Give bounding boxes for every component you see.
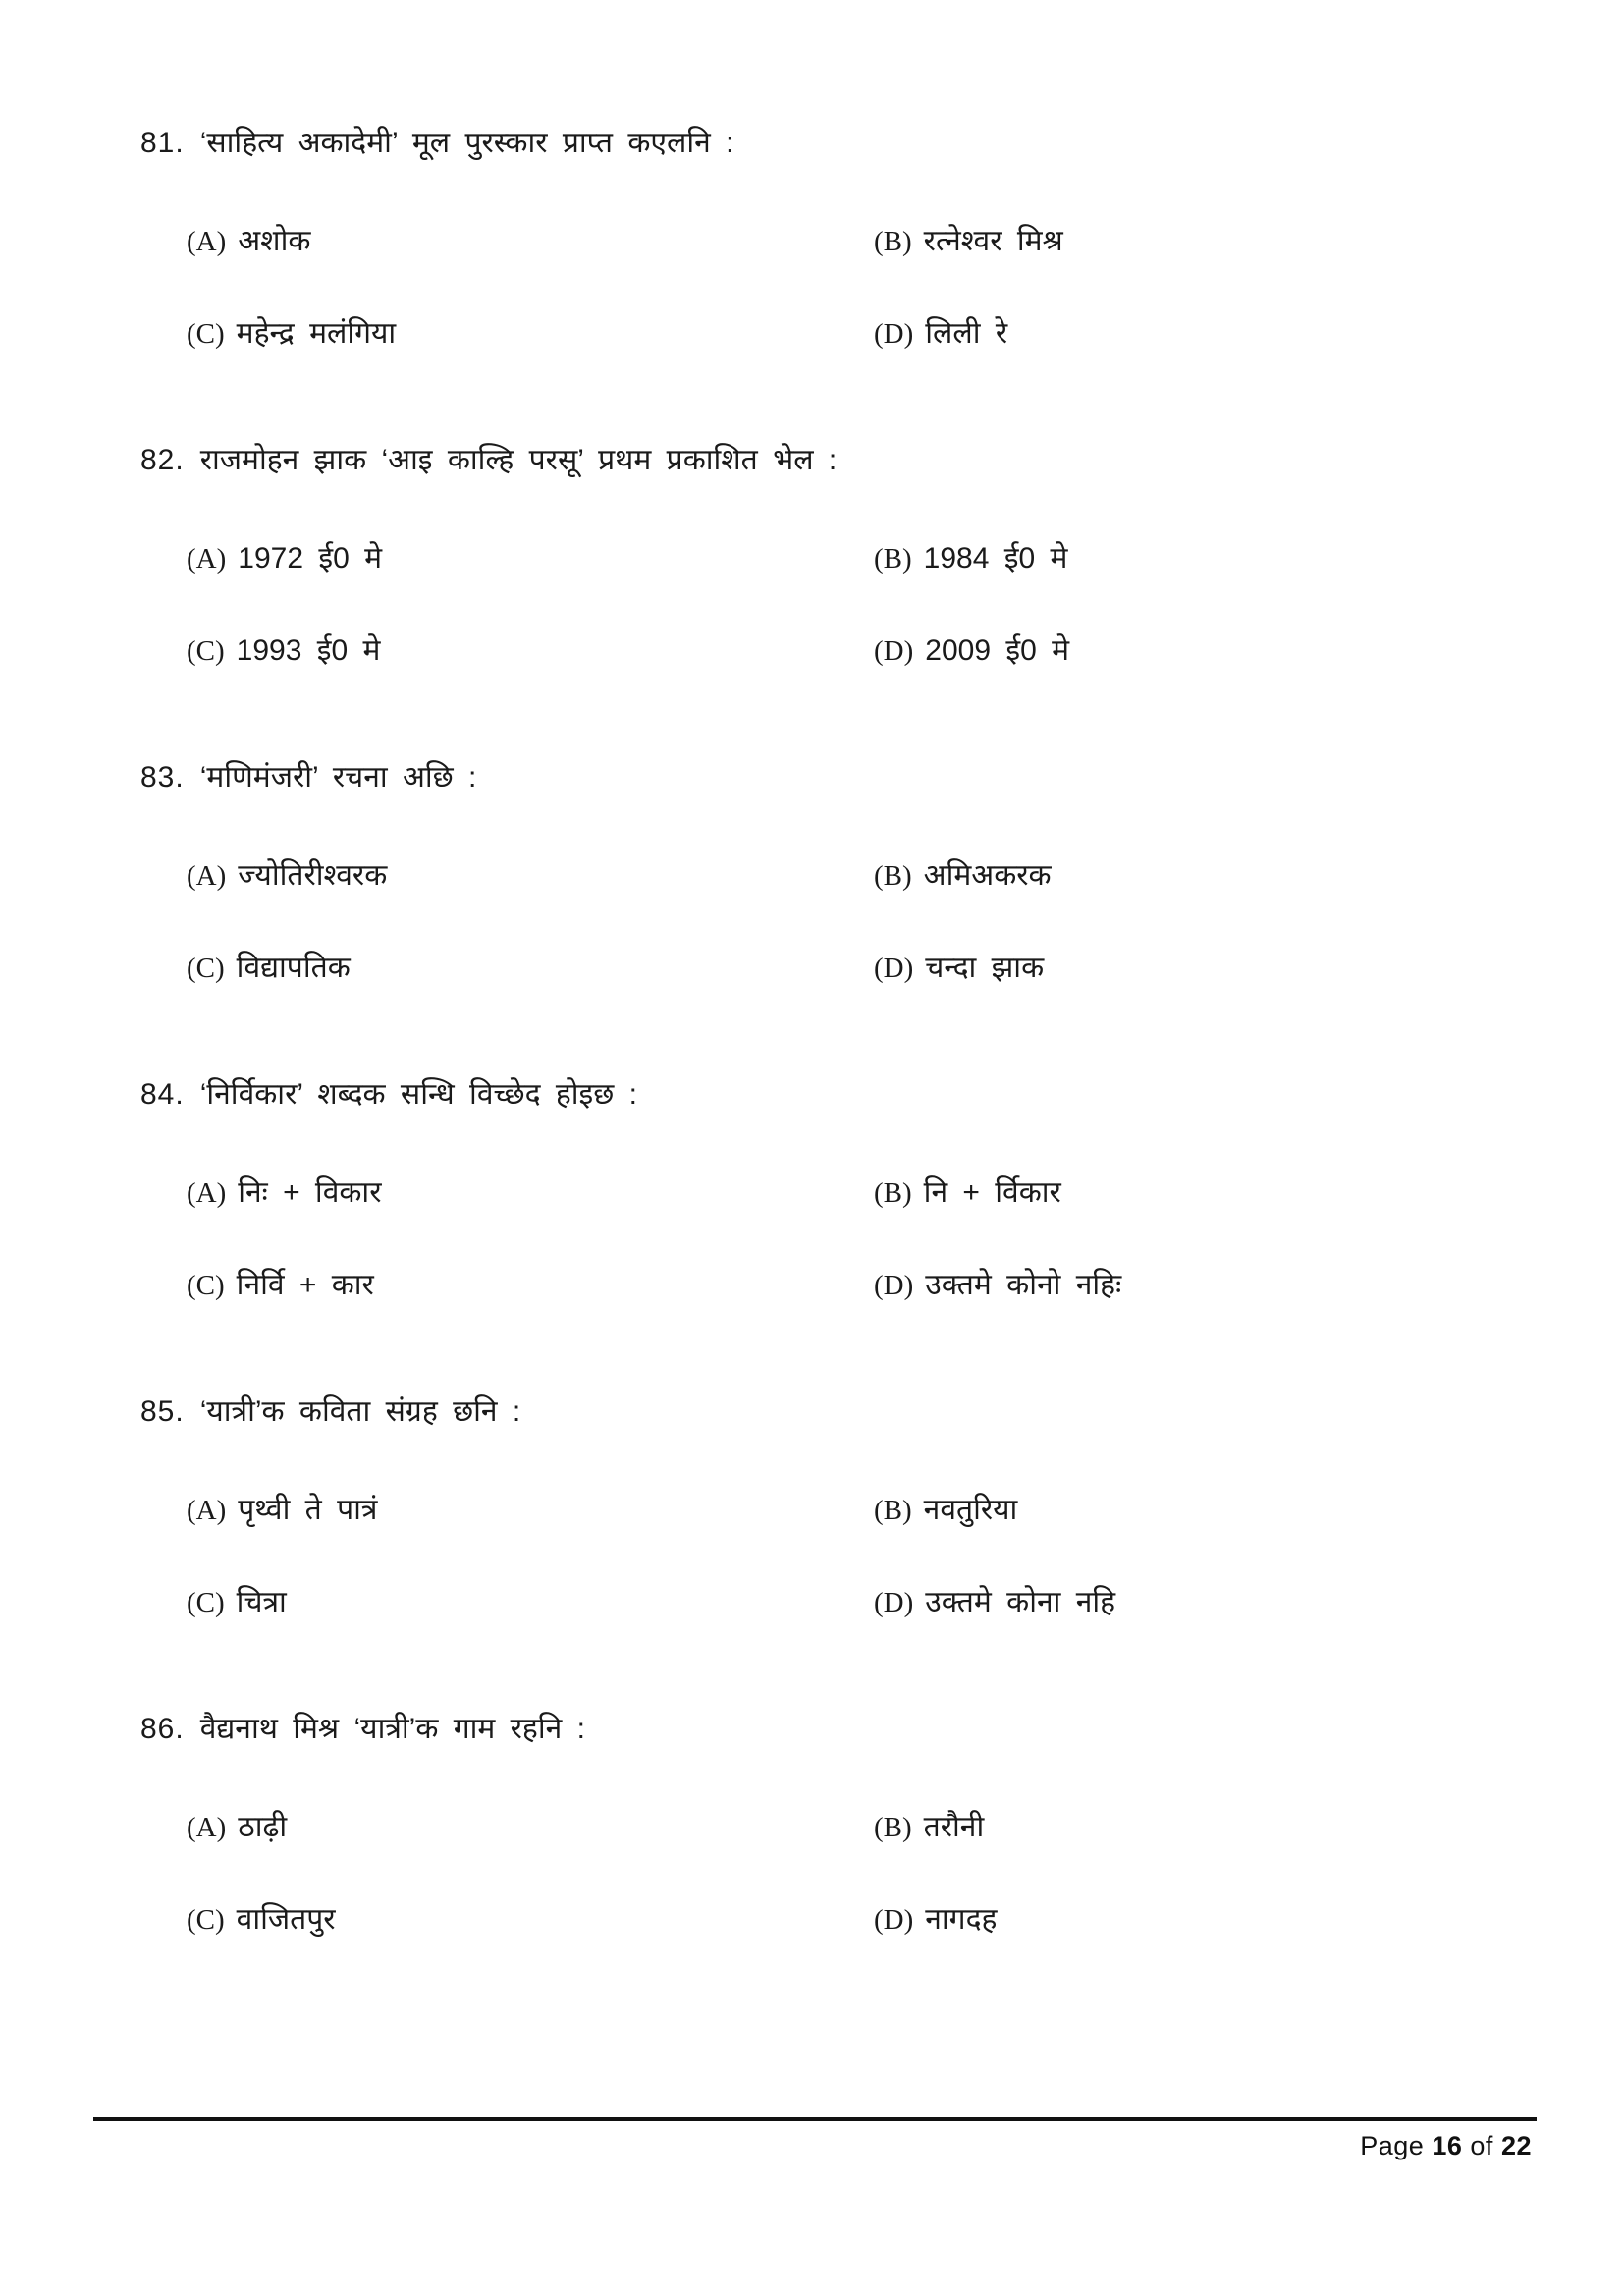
option-text: नवतुरिया [923,1494,1018,1526]
option-label: (B) [874,543,912,574]
option-b [874,858,1565,894]
option-d [874,1268,1565,1303]
option-label: (C) [187,318,225,350]
question-number: 85. [140,1395,185,1428]
options-grid [187,1810,1565,1938]
option-label: (D) [874,1587,914,1618]
question-number: 83. [140,761,185,793]
option-text: वाजितपुर [236,1903,336,1936]
question-86 [140,1712,1565,1938]
option-b [874,541,1565,576]
footer-page-total: 22 [1500,2131,1532,2160]
question-line [140,126,1565,161]
option-text: अमिअकरक [923,859,1052,892]
option-label: (A) [187,860,227,892]
question-line [140,1712,1565,1747]
option-c [187,633,874,669]
question-84 [140,1077,1565,1303]
option-text: लिली रे [925,317,1008,350]
option-label: (B) [874,1177,912,1209]
option-label: (D) [874,635,914,667]
options-grid [187,1175,1565,1303]
options-grid [187,541,1565,669]
question-number: 86. [140,1713,185,1745]
option-c [187,951,874,986]
option-text: ठाढ़ी [238,1811,288,1843]
option-c [187,316,874,352]
option-text: 1984 ई0 मे [923,542,1068,574]
option-label: (A) [187,543,227,574]
question-line [140,1077,1565,1113]
option-text: उक्तमे कोनो नहिः [925,1269,1122,1301]
option-a [187,224,874,259]
option-d [874,951,1565,986]
question-line [140,1394,1565,1430]
options-grid [187,224,1565,352]
option-label: (D) [874,318,914,350]
option-label: (B) [874,860,912,892]
question-number: 84. [140,1078,185,1111]
option-text: 1993 ई0 मे [236,634,381,667]
option-d [874,316,1565,352]
question-81 [140,126,1565,352]
footer-of-label: of [1470,2131,1493,2160]
option-text: नि + र्विकार [923,1176,1061,1209]
option-c [187,1902,874,1938]
option-d [874,1902,1565,1938]
option-text: 1972 ई0 मे [238,542,383,574]
option-label: (B) [874,1495,912,1526]
options-grid [187,1493,1565,1620]
option-text: 2009 ई0 मे [925,634,1070,667]
option-a [187,541,874,576]
question-82 [140,443,1565,669]
option-c [187,1585,874,1620]
option-a [187,858,874,894]
option-text: चन्दा झाक [925,952,1045,984]
option-text: महेन्द्र मलंगिया [236,317,397,350]
option-text: उक्तमे कोना नहि [925,1586,1116,1618]
option-label: (B) [874,1812,912,1843]
options-grid [187,858,1565,986]
option-label: (A) [187,1177,227,1209]
option-label: (C) [187,953,225,984]
option-text: विद्यापतिक [236,952,351,984]
option-label: (C) [187,1270,225,1301]
footer-page-label: Page [1360,2131,1425,2160]
question-number: 81. [140,127,185,159]
question-line [140,760,1565,795]
option-label: (A) [187,1812,227,1843]
option-b [874,1810,1565,1845]
question-text: ‘यात्री’क कविता संग्रह छनि : [199,1395,521,1428]
option-c [187,1268,874,1303]
option-a [187,1810,874,1845]
question-number: 82. [140,444,185,476]
option-a [187,1493,874,1528]
footer-divider [93,2117,1537,2121]
option-label: (D) [874,953,914,984]
option-a [187,1175,874,1211]
option-label: (C) [187,1587,225,1618]
question-text: ‘साहित्य अकादेमी’ मूल पुरस्कार प्राप्त कएलनि : [199,127,734,159]
option-label: (A) [187,226,227,257]
question-text: ‘निर्विकार’ शब्दक सन्धि विच्छेद होइछ : [199,1078,637,1111]
page-footer [1360,2131,1532,2161]
option-b [874,1175,1565,1211]
option-label: (C) [187,1904,225,1936]
question-text: राजमोहन झाक ‘आइ काल्हि परसू’ प्रथम प्रकाशित भेल : [199,444,838,476]
option-text: अशोक [238,225,311,257]
option-b [874,1493,1565,1528]
option-d [874,633,1565,669]
option-text: पृथ्वी ते पात्रं [238,1494,378,1526]
option-label: (B) [874,226,912,257]
option-d [874,1585,1565,1620]
option-text: नागदह [925,1903,998,1936]
question-85 [140,1394,1565,1620]
option-text: चित्रा [236,1586,287,1618]
option-text: तरौनी [923,1811,985,1843]
option-text: निर्वि + कार [236,1269,374,1301]
footer-page-number: 16 [1432,2131,1463,2160]
option-label: (A) [187,1495,227,1526]
option-text: रत्नेश्वर मिश्र [923,225,1063,257]
question-text: ‘मणिमंजरी’ रचना अछि : [199,761,477,793]
question-line [140,443,1565,478]
option-label: (D) [874,1904,914,1936]
option-label: (D) [874,1270,914,1301]
question-83 [140,760,1565,986]
questions-section [0,126,1624,2029]
option-text: ज्योतिरीश्वरक [238,859,388,892]
option-text: निः + विकार [238,1176,382,1209]
option-b [874,224,1565,259]
question-text: वैद्यनाथ मिश्र ‘यात्री’क गाम रहनि : [199,1713,585,1745]
option-label: (C) [187,635,225,667]
